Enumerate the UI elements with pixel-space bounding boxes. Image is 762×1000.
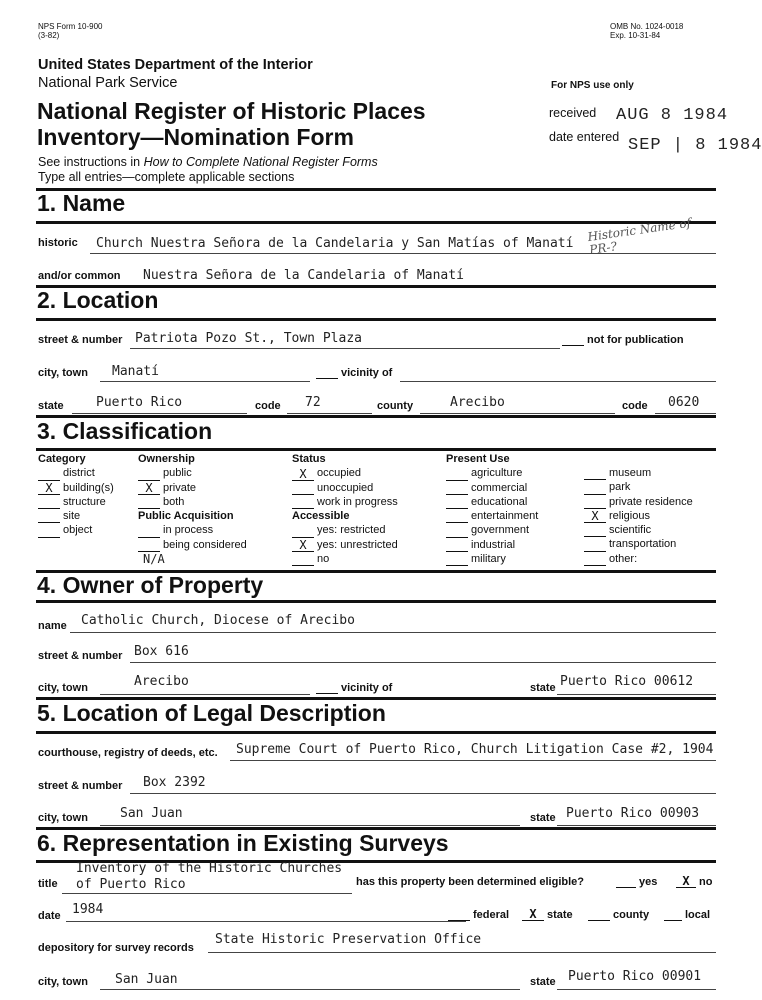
- legal-city-value: San Juan: [120, 806, 183, 821]
- category-option[interactable]: [38, 481, 114, 495]
- present-use-option-label: commercial: [471, 481, 528, 494]
- survey-city-label: city, town: [38, 976, 88, 988]
- department-name: United States Department of the Interior: [38, 57, 313, 73]
- historic-handwritten-note: Historic Name of PR-?: [586, 215, 692, 257]
- present-use-checkmark[interactable]: [446, 497, 468, 509]
- common-label: and/or common: [38, 270, 121, 282]
- ownership-checkmark[interactable]: [138, 497, 160, 509]
- nps-use-label: For NPS use only: [551, 80, 634, 91]
- status-option-label: unoccupied: [317, 481, 374, 494]
- survey-title-label: title: [38, 878, 58, 890]
- survey-date-label: date: [38, 910, 61, 922]
- ownership-checkmark[interactable]: [138, 469, 160, 481]
- accessible-option[interactable]: [292, 523, 398, 537]
- eligible-yes: yes: [616, 876, 657, 888]
- present-use-option[interactable]: [446, 552, 538, 566]
- omb-number: OMB No. 1024-0018: [610, 22, 684, 31]
- present-use-checkmark[interactable]: [584, 540, 606, 552]
- legal-state-value: Puerto Rico 00903: [566, 806, 700, 821]
- present-use-option-label: museum: [609, 467, 652, 479]
- present-use-option-label: other:: [609, 552, 638, 565]
- survey-state-value: Puerto Rico 00901: [568, 969, 702, 984]
- instructions: See instructions in How to Complete National Register Forms: [38, 155, 378, 169]
- present-use-option-label: entertainment: [471, 510, 539, 523]
- present-use-checkmark[interactable]: [446, 554, 468, 566]
- date-entered-label: date entered: [549, 130, 620, 144]
- not-for-publication: not for publication: [562, 334, 684, 346]
- courthouse-label: courthouse, registry of deeds, etc.: [38, 747, 218, 759]
- status-option[interactable]: [292, 495, 398, 509]
- ownership-option-label: both: [163, 495, 185, 508]
- status-title: Status: [292, 453, 326, 465]
- owner-name-value: Catholic Church, Diocese of Arecibo: [81, 613, 355, 628]
- category-option-label: object: [63, 524, 93, 537]
- present-use-option[interactable]: [446, 523, 538, 537]
- date-entered-stamp: SEP | 8 1984: [628, 136, 762, 155]
- state-label: state: [38, 400, 64, 412]
- form-title-line1: National Register of Historic Places: [37, 98, 426, 124]
- received-label: received: [549, 106, 597, 120]
- owner-city-label: city, town: [38, 682, 88, 694]
- acquisition-option[interactable]: [138, 538, 247, 552]
- acquisition-title: Public Acquisition: [138, 510, 234, 523]
- present-use-option[interactable]: [584, 480, 693, 494]
- ownership-option-label: public: [163, 467, 192, 480]
- present-use-option-label: scientific: [609, 524, 652, 537]
- county-label: county: [377, 400, 414, 412]
- accessible-option-label: no: [317, 553, 330, 566]
- acquisition-option-label: being considered: [163, 538, 247, 551]
- acquisition-option[interactable]: [138, 523, 247, 537]
- present-use-option-label: industrial: [471, 538, 516, 551]
- present-use-option-label: educational: [471, 495, 528, 508]
- category-option[interactable]: [38, 495, 114, 509]
- county-value: Arecibo: [450, 395, 505, 410]
- owner-name-label: name: [38, 620, 67, 632]
- present-use-column-2: [584, 466, 693, 566]
- historic-label: historic: [38, 237, 78, 249]
- legal-street-label: street & number: [38, 780, 123, 792]
- category-column: [38, 452, 114, 538]
- category-title: Category: [38, 453, 86, 465]
- status-option-label: occupied: [317, 467, 362, 480]
- acquisition-note: N/A: [143, 552, 165, 567]
- historic-value: Church Nuestra Señora de la Candelaria y San Matías of Manatí: [96, 236, 574, 251]
- category-option-label: district: [63, 467, 95, 480]
- present-use-checkmark[interactable]: X: [584, 511, 606, 523]
- section-4-heading: 4. Owner of Property: [37, 572, 264, 598]
- street-value: Patriota Pozo St., Town Plaza: [135, 331, 362, 346]
- survey-local: local: [664, 909, 710, 921]
- code2-value: 0620: [668, 395, 700, 410]
- city-value: Manatí: [112, 364, 159, 379]
- present-use-option-label: military: [471, 553, 506, 566]
- survey-date-value: 1984: [72, 902, 104, 917]
- legal-state-label: state: [530, 812, 556, 824]
- code2-label: code: [622, 400, 648, 412]
- owner-street-label: street & number: [38, 650, 123, 662]
- city-label: city, town: [38, 367, 88, 379]
- category-option-label: structure: [63, 495, 106, 508]
- ownership-title: Ownership: [138, 453, 195, 465]
- category-checkmark[interactable]: [38, 497, 60, 509]
- present-use-checkmark[interactable]: [446, 483, 468, 495]
- present-use-column-1: [446, 452, 538, 566]
- eligible-no: X no: [676, 876, 712, 888]
- present-use-option-label: private residence: [609, 495, 693, 508]
- owner-state-value: Puerto Rico 00612: [560, 674, 694, 689]
- status-option[interactable]: [292, 481, 398, 495]
- category-option[interactable]: [38, 523, 114, 537]
- present-use-option-label: religious: [609, 509, 650, 522]
- present-use-checkmark[interactable]: [584, 525, 606, 537]
- ownership-option[interactable]: [138, 481, 247, 495]
- present-use-option[interactable]: [584, 523, 693, 537]
- present-use-option[interactable]: [584, 509, 693, 523]
- survey-county: county: [588, 909, 649, 921]
- present-use-checkmark[interactable]: [584, 497, 606, 509]
- courthouse-value: Supreme Court of Puerto Rico, Church Litigation Case #2, 1904: [236, 742, 714, 757]
- present-use-option[interactable]: [584, 537, 693, 551]
- present-use-checkmark[interactable]: [446, 540, 468, 552]
- category-checkmark[interactable]: [38, 469, 60, 481]
- present-use-checkmark[interactable]: [584, 483, 606, 495]
- form-title-line2: Inventory—Nomination Form: [37, 124, 354, 150]
- accessible-checkmark[interactable]: X: [292, 540, 314, 552]
- present-use-option[interactable]: [446, 495, 538, 509]
- survey-title-line2: of Puerto Rico: [76, 877, 186, 892]
- present-use-option[interactable]: [584, 495, 693, 509]
- present-use-checkmark[interactable]: [446, 469, 468, 481]
- status-option[interactable]: [292, 466, 398, 480]
- acquisition-checkmark[interactable]: [138, 526, 160, 538]
- instructions-line2: Type all entries—complete applicable sections: [38, 170, 295, 184]
- legal-street-value: Box 2392: [143, 775, 206, 790]
- form-date: (3-82): [38, 31, 60, 40]
- survey-state: X state: [522, 909, 573, 921]
- accessible-checkmark[interactable]: [292, 526, 314, 538]
- owner-vicinity: vicinity of: [316, 682, 392, 694]
- street-label: street & number: [38, 334, 123, 346]
- depository-value: State Historic Preservation Office: [215, 932, 482, 947]
- category-checkmark[interactable]: [38, 526, 60, 538]
- category-option[interactable]: [38, 509, 114, 523]
- present-use-checkmark[interactable]: [446, 511, 468, 523]
- status-checkmark[interactable]: [292, 483, 314, 495]
- present-use-option[interactable]: [446, 481, 538, 495]
- section-2-heading: 2. Location: [37, 287, 159, 313]
- survey-state-label: state: [530, 976, 556, 988]
- present-use-checkmark[interactable]: [584, 468, 606, 480]
- owner-street-value: Box 616: [134, 644, 189, 659]
- present-use-option[interactable]: [584, 466, 693, 480]
- accessible-checkmark[interactable]: [292, 554, 314, 566]
- section-5-heading: 5. Location of Legal Description: [37, 700, 386, 726]
- accessible-option-label: yes: restricted: [317, 524, 386, 537]
- ownership-option-label: private: [163, 481, 197, 494]
- depository-label: depository for survey records: [38, 942, 194, 954]
- status-checkmark[interactable]: X: [292, 469, 314, 481]
- service-name: National Park Service: [38, 75, 178, 91]
- present-use-title: Present Use: [446, 453, 510, 465]
- status-option-label: work in progress: [317, 495, 398, 508]
- acquisition-checkmark[interactable]: [138, 540, 160, 552]
- survey-city-value: San Juan: [115, 972, 178, 987]
- present-use-option[interactable]: [584, 552, 693, 566]
- survey-federal: federal: [448, 909, 509, 921]
- status-checkmark[interactable]: [292, 497, 314, 509]
- owner-city-value: Arecibo: [134, 674, 189, 689]
- ownership-option[interactable]: [138, 495, 247, 509]
- status-column: [292, 452, 398, 566]
- acquisition-option-label: in process: [163, 524, 214, 537]
- ownership-option[interactable]: [138, 466, 247, 480]
- accessible-option[interactable]: [292, 552, 398, 566]
- common-value: Nuestra Señora de la Candelaria of Manatí: [143, 268, 464, 283]
- eligible-question: has this property been determined eligible?: [356, 876, 584, 888]
- legal-city-label: city, town: [38, 812, 88, 824]
- present-use-option[interactable]: [446, 538, 538, 552]
- survey-title-line1: Inventory of the Historic Churches: [76, 861, 343, 876]
- form-number: NPS Form 10-900: [38, 22, 103, 31]
- present-use-option-label: park: [609, 481, 631, 494]
- category-checkmark[interactable]: [38, 511, 60, 523]
- category-option-label: building(s): [63, 481, 114, 494]
- section-1-heading: 1. Name: [37, 190, 126, 216]
- category-checkmark[interactable]: X: [38, 483, 60, 495]
- code-value: 72: [305, 395, 321, 410]
- present-use-option[interactable]: [446, 509, 538, 523]
- category-option[interactable]: [38, 466, 114, 480]
- present-use-checkmark[interactable]: [446, 526, 468, 538]
- accessible-title: Accessible: [292, 510, 350, 523]
- ownership-checkmark[interactable]: X: [138, 483, 160, 495]
- section-6-heading: 6. Representation in Existing Surveys: [37, 830, 449, 856]
- ownership-column: [138, 452, 247, 566]
- vicinity-of: vicinity of: [316, 367, 392, 379]
- category-option-label: site: [63, 510, 81, 523]
- accessible-option-label: yes: unrestricted: [317, 538, 398, 551]
- received-stamp: AUG 8 1984: [616, 106, 729, 125]
- present-use-checkmark[interactable]: [584, 554, 606, 566]
- expiration-date: Exp. 10-31-84: [610, 31, 661, 40]
- owner-state-label: state: [530, 682, 556, 694]
- state-value: Puerto Rico: [96, 395, 183, 410]
- section-3-heading: 3. Classification: [37, 418, 213, 444]
- present-use-option[interactable]: [446, 466, 538, 480]
- accessible-option[interactable]: [292, 538, 398, 552]
- code-label: code: [255, 400, 281, 412]
- present-use-option-label: transportation: [609, 538, 677, 551]
- present-use-option-label: agriculture: [471, 467, 523, 480]
- present-use-option-label: government: [471, 524, 530, 537]
